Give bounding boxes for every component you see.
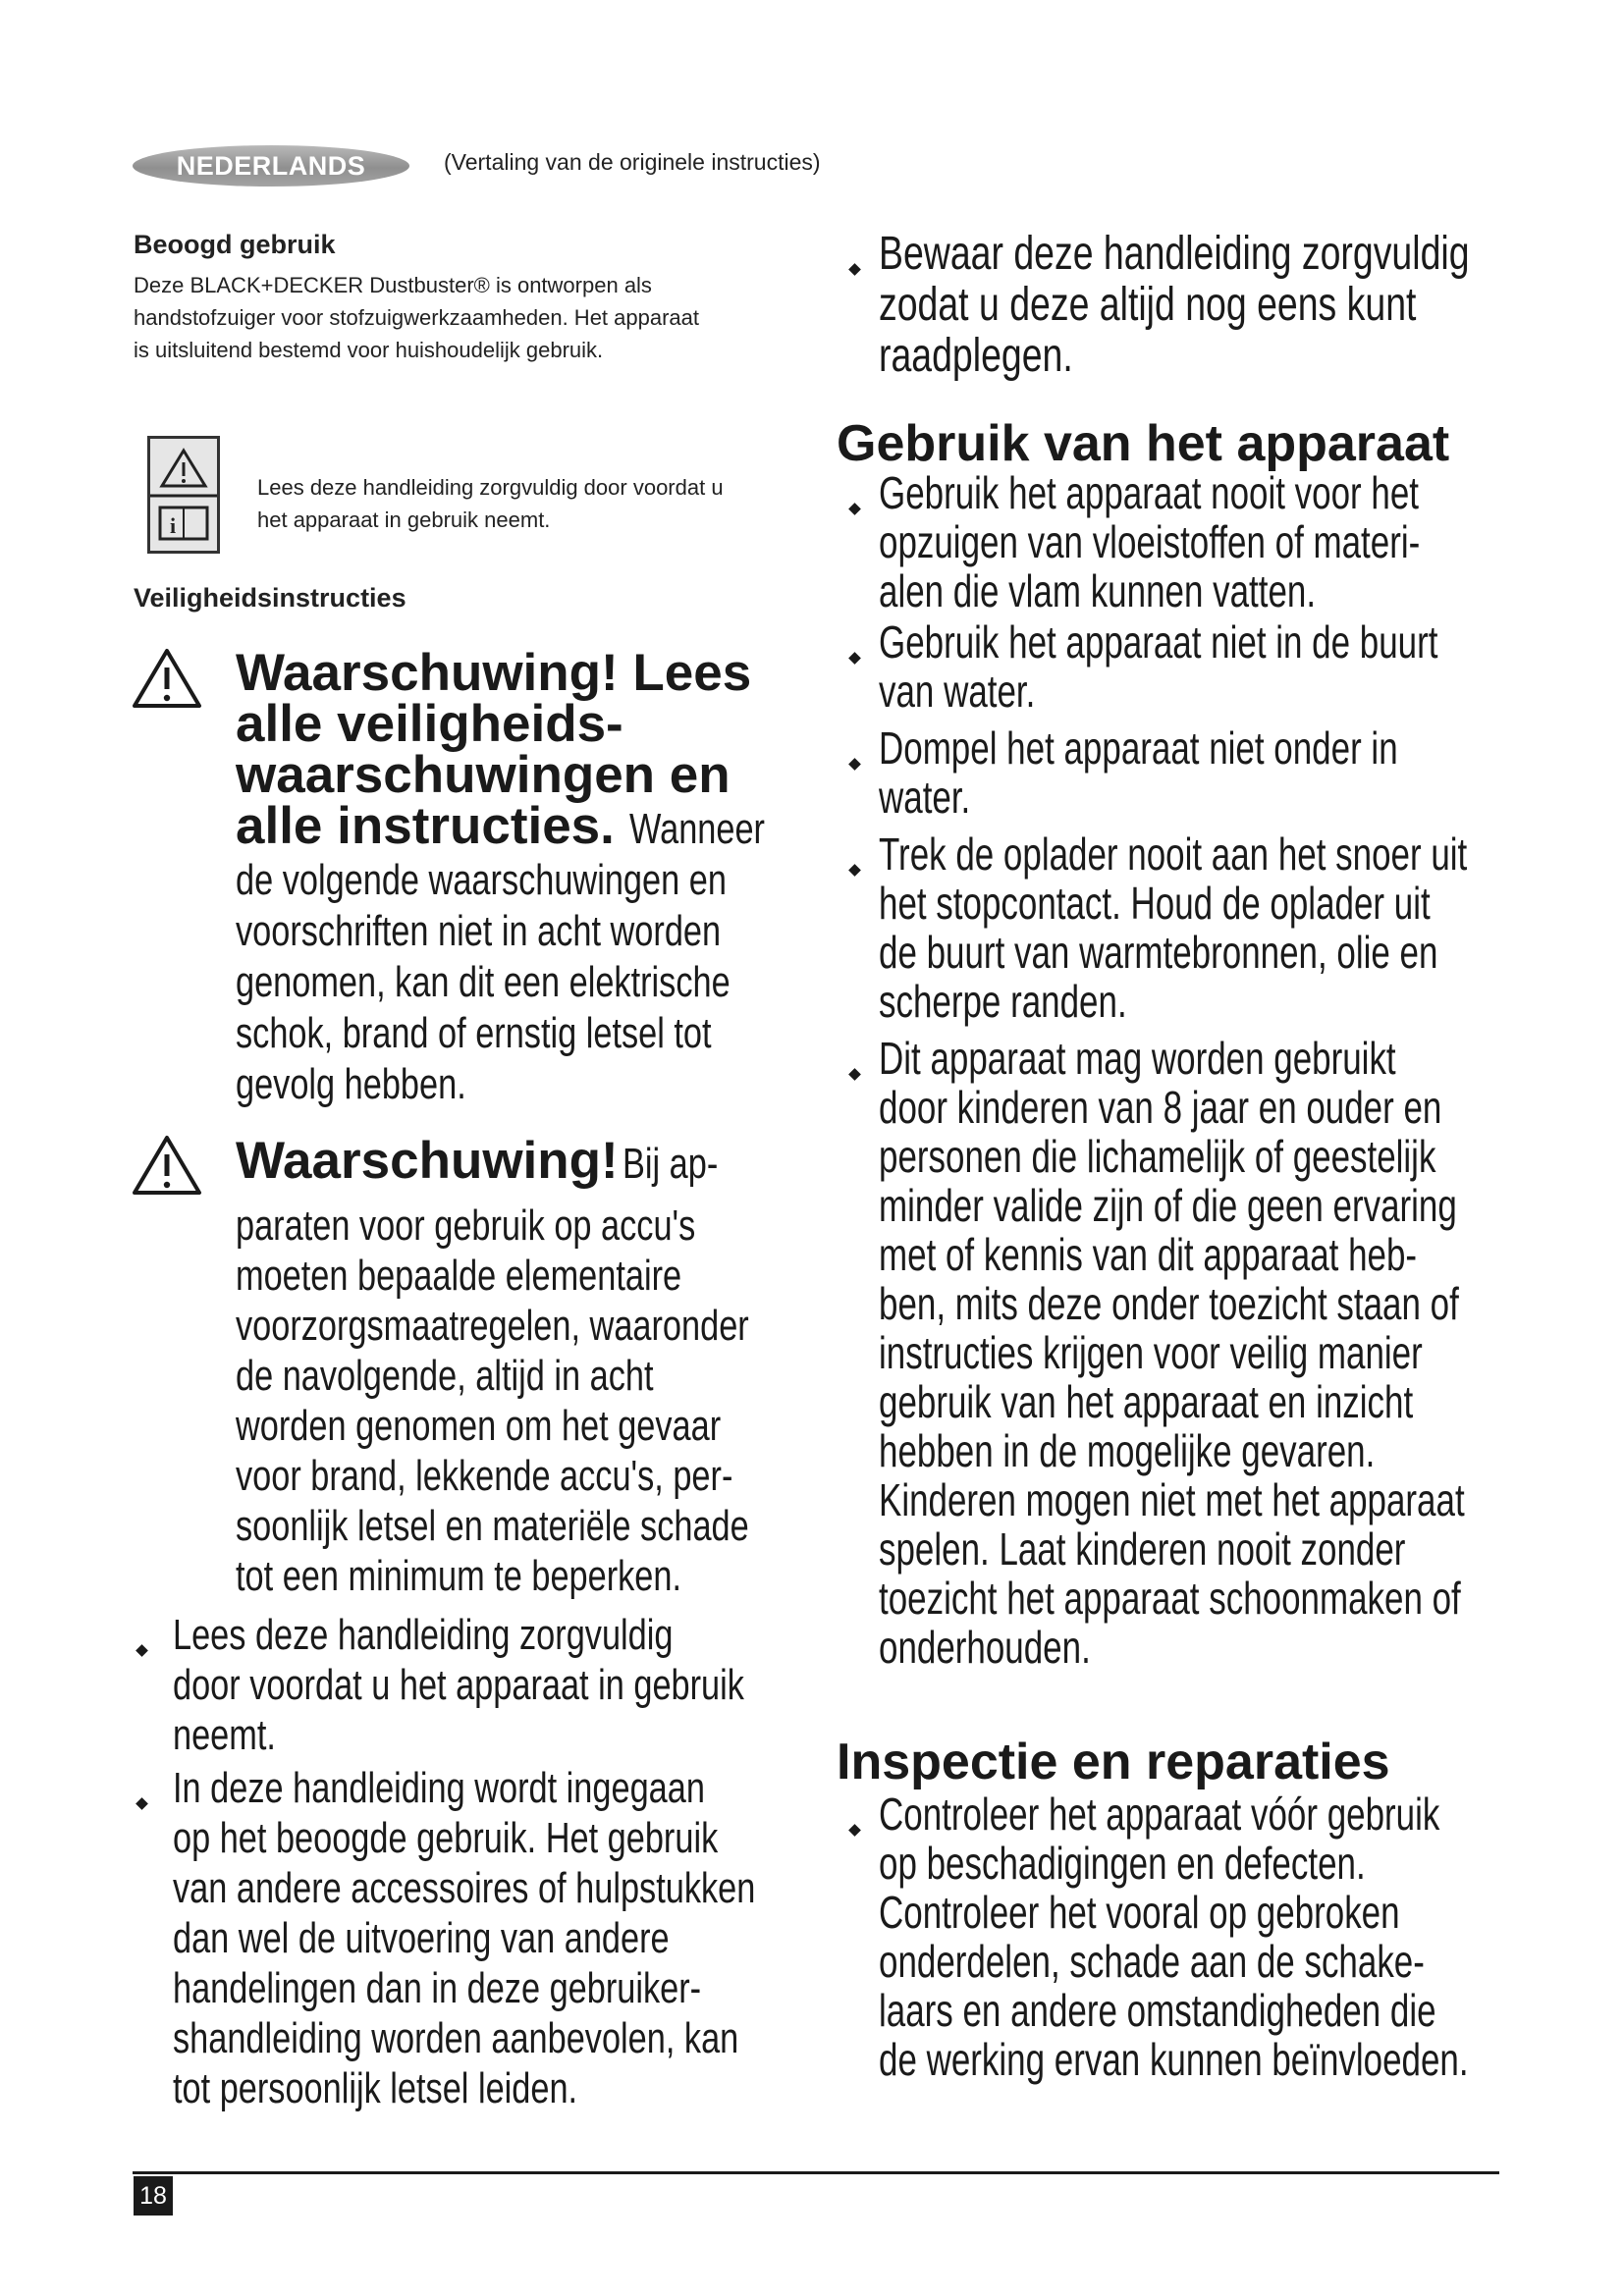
right-top-bullet-line: Bewaar deze handleiding zorgvuldig bbox=[879, 228, 1470, 280]
left-bullet-line: handelingen dan in deze gebruiker- bbox=[173, 1964, 702, 2012]
footer-rule bbox=[133, 2171, 1499, 2174]
intended-use-text bbox=[134, 269, 699, 366]
left-bullet-line: In deze handleiding wordt ingegaan bbox=[173, 1764, 705, 1812]
warning-2-line: soonlijk letsel en materiële schade bbox=[236, 1502, 749, 1550]
usage-bullet-line: met of kennis van dit apparaat heb- bbox=[879, 1229, 1418, 1280]
usage-bullet-line: van water. bbox=[879, 666, 1036, 717]
intended-use-title: Beoogd gebruik bbox=[134, 230, 336, 259]
svg-text:i: i bbox=[170, 513, 177, 538]
usage-bullet-line: Gebruik het apparaat nooit voor het bbox=[879, 467, 1420, 518]
left-bullet-line: tot persoonlijk letsel leiden. bbox=[173, 2064, 578, 2112]
left-bullet-1 bbox=[173, 1610, 744, 1760]
usage-bullet-line: hebben in de mogelijke gevaren. bbox=[879, 1425, 1376, 1476]
warning-2-line: de navolgende, altijd in acht bbox=[236, 1352, 654, 1400]
bullet-icon bbox=[848, 503, 861, 515]
usage-bullet-3 bbox=[879, 723, 1398, 822]
warning-2-tail: Bij ap- bbox=[623, 1140, 719, 1188]
usage-bullet-line: Kinderen mogen niet met het apparaat bbox=[879, 1474, 1465, 1525]
warning-1-text bbox=[236, 855, 848, 1110]
warning-2-line: worden genomen om het gevaar bbox=[236, 1402, 722, 1450]
inspection-bullet-line: onderdelen, schade aan de schake- bbox=[879, 1936, 1425, 1987]
intended-use-line: Deze BLACK+DECKER Dustbuster® is ontworpen als bbox=[134, 273, 652, 297]
usage-bullet-line: alen die vlam kunnen vatten. bbox=[879, 565, 1317, 616]
bullet-icon bbox=[848, 1068, 861, 1081]
bullet-icon bbox=[135, 1644, 148, 1657]
manual-notice bbox=[257, 471, 724, 536]
manual-notice-line: Lees deze handleiding zorgvuldig door voordat u bbox=[257, 475, 724, 500]
warning-1-line: genomen, kan dit een elektrische bbox=[236, 958, 731, 1006]
usage-bullet-line: het stopcontact. Houd de oplader uit bbox=[879, 878, 1431, 929]
bullet-icon bbox=[848, 652, 861, 665]
warning-1-bold-line: alle veiligheids- bbox=[236, 695, 623, 753]
warning-2-text bbox=[236, 1201, 848, 1601]
bullet-icon bbox=[848, 864, 861, 877]
usage-bullet-line: personen die lichamelijk of geestelijk bbox=[879, 1131, 1436, 1182]
left-bullet-line: van andere accessoires of hulpstukken bbox=[173, 1864, 756, 1912]
usage-bullet-line: Trek de oplader nooit aan het snoer uit bbox=[879, 828, 1468, 880]
warning-2-block bbox=[236, 1132, 844, 1601]
inspection-bullet-line: laars en andere omstandigheden die bbox=[879, 1985, 1436, 2036]
warning-1-bold-line: alle instructies. bbox=[236, 797, 615, 855]
usage-bullet-5 bbox=[879, 1034, 1465, 1672]
warning-triangle-icon bbox=[132, 1135, 202, 1196]
right-top-bullet-line: zodat u deze altijd nog eens kunt bbox=[879, 279, 1417, 331]
warning-1-line: voorschriften niet in acht worden bbox=[236, 907, 722, 955]
warning-1-line: de volgende waarschuwingen en bbox=[236, 856, 727, 904]
usage-title: Gebruik van het apparaat bbox=[837, 415, 1450, 472]
inspection-bullet-1 bbox=[879, 1789, 1469, 2084]
usage-bullet-line: spelen. Laat kinderen nooit zonder bbox=[879, 1523, 1406, 1575]
warning-2-line: paraten voor gebruik op accu's bbox=[236, 1201, 696, 1250]
left-bullet-line: door voordat u het apparaat in gebruik bbox=[173, 1661, 744, 1709]
usage-bullet-line: toezicht het apparaat schoonmaken of bbox=[879, 1573, 1461, 1624]
right-top-bullet bbox=[879, 229, 1470, 382]
usage-bullet-line: minder valide zijn of die geen ervaring bbox=[879, 1180, 1457, 1231]
warning-2-line: voorzorgsmaatregelen, waaronder bbox=[236, 1302, 749, 1350]
bullet-icon bbox=[848, 758, 861, 771]
warning-1-bold-line: Waarschuwing! Lees bbox=[236, 644, 752, 702]
usage-bullet-2 bbox=[879, 617, 1437, 716]
warning-2-line: moeten bepaalde elementaire bbox=[236, 1252, 682, 1300]
inspection-bullet-line: Controleer het vooral op gebroken bbox=[879, 1887, 1400, 1938]
left-bullet-line: shandleiding worden aanbevolen, kan bbox=[173, 2014, 739, 2062]
left-bullet-line: Lees deze handleiding zorgvuldig bbox=[173, 1611, 674, 1659]
left-bullet-2 bbox=[173, 1763, 755, 2113]
inspection-bullet-line: de werking ervan kunnen beïnvloeden. bbox=[879, 2034, 1469, 2085]
bullet-icon bbox=[135, 1797, 148, 1810]
warning-2-line: voor brand, lekkende accu's, per- bbox=[236, 1452, 733, 1500]
usage-bullet-4 bbox=[879, 829, 1467, 1026]
left-bullet-line: dan wel de uitvoering van andere bbox=[173, 1914, 670, 1962]
left-bullet-line: neemt. bbox=[173, 1711, 276, 1759]
usage-bullet-1 bbox=[879, 468, 1420, 615]
usage-bullet-line: Gebruik het apparaat niet in de buurt bbox=[879, 616, 1438, 667]
usage-bullet-line: Dompel het apparaat niet onder in bbox=[879, 722, 1398, 774]
left-bullet-line: op het beoogde gebruik. Het gebruik bbox=[173, 1814, 719, 1862]
usage-bullet-line: scherpe randen. bbox=[879, 976, 1127, 1027]
inspection-bullet-line: op beschadigingen en defecten. bbox=[879, 1838, 1366, 1889]
bullet-icon bbox=[848, 1824, 861, 1837]
intended-use-line: is uitsluitend bestemd voor huishoudelijk gebruik. bbox=[134, 338, 604, 362]
usage-bullet-line: Dit apparaat mag worden gebruikt bbox=[879, 1033, 1396, 1084]
bullet-icon bbox=[848, 263, 861, 276]
manual-notice-line: het apparaat in gebruik neemt. bbox=[257, 507, 551, 532]
read-manual-icon bbox=[147, 436, 220, 554]
warning-2-bold: Waarschuwing! bbox=[236, 1132, 619, 1190]
warning-1-tail: Wanneer bbox=[628, 805, 765, 853]
warning-2-line: tot een minimum te beperken. bbox=[236, 1552, 682, 1600]
usage-bullet-line: door kinderen van 8 jaar en ouder en bbox=[879, 1082, 1442, 1133]
right-top-bullet-line: raadplegen. bbox=[879, 330, 1073, 382]
warning-1-bold-line: waarschuwingen en bbox=[236, 746, 731, 804]
translation-note: (Vertaling van de originele instructies) bbox=[444, 149, 821, 175]
warning-1-bold bbox=[236, 644, 844, 855]
usage-bullet-line: instructies krijgen voor veilig manier bbox=[879, 1327, 1423, 1378]
usage-bullet-line: ben, mits deze onder toezicht staan of bbox=[879, 1278, 1459, 1329]
usage-bullet-line: water. bbox=[879, 772, 971, 823]
usage-bullet-line: opzuigen van vloeistoffen of materi- bbox=[879, 516, 1421, 567]
warning-1-line: gevolg hebben. bbox=[236, 1060, 466, 1108]
warning-1-line: schok, brand of ernstig letsel tot bbox=[236, 1009, 712, 1057]
usage-bullet-line: de buurt van warmtebronnen, olie en bbox=[879, 927, 1438, 978]
warning-1-block bbox=[236, 644, 844, 1110]
language-badge: NEDERLANDS bbox=[133, 145, 409, 187]
inspection-title: Inspectie en reparaties bbox=[837, 1734, 1390, 1790]
warning-triangle-icon bbox=[132, 648, 202, 709]
intended-use-line: handstofzuiger voor stofzuigwerkzaamheden. Het apparaat bbox=[134, 305, 700, 330]
page-number: 18 bbox=[134, 2176, 173, 2216]
usage-bullet-line: gebruik van het apparaat en inzicht bbox=[879, 1376, 1414, 1427]
safety-title: Veiligheidsinstructies bbox=[134, 583, 406, 613]
usage-bullet-line: onderhouden. bbox=[879, 1622, 1091, 1673]
inspection-bullet-line: Controleer het apparaat vóór gebruik bbox=[879, 1789, 1440, 1840]
